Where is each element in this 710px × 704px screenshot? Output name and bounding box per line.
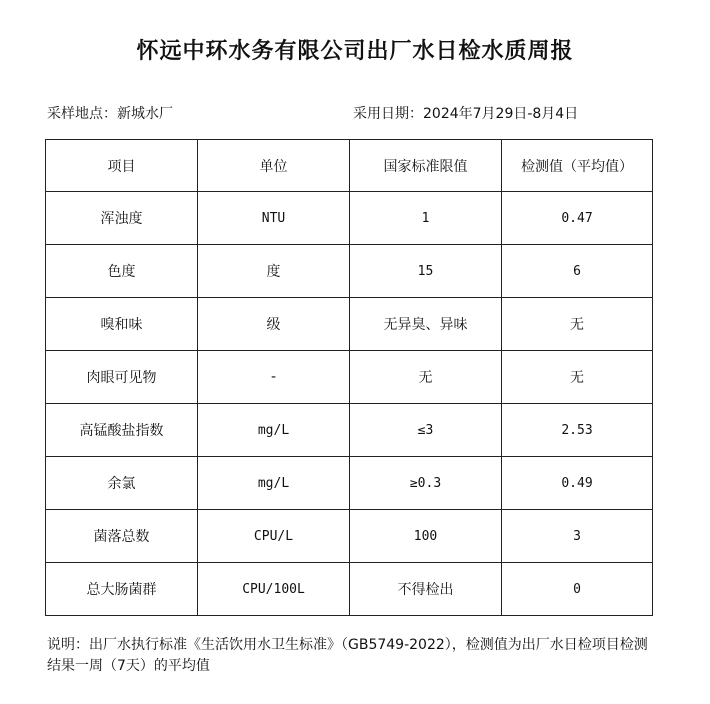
item-cell: 色度 bbox=[46, 245, 198, 298]
limit-cell: 无异臭、异味 bbox=[350, 298, 502, 351]
item-cell: 肉眼可见物 bbox=[46, 351, 198, 404]
table-row bbox=[46, 298, 653, 351]
value-cell: 无 bbox=[502, 351, 653, 404]
unit-cell: mg/L bbox=[198, 457, 350, 510]
table-row bbox=[46, 563, 653, 616]
explanation-note: 说明：出厂水执行标准《生活饮用水卫生标准》（GB5749-2022），检测值为出厂水日检项目检测结果一周（7天）的平均值 bbox=[47, 637, 648, 674]
value-cell: 2.53 bbox=[502, 404, 653, 457]
limit-cell: 100 bbox=[350, 510, 502, 563]
value-cell: 0.49 bbox=[502, 457, 653, 510]
unit-cell: CPU/100L bbox=[198, 563, 350, 616]
item-cell: 高锰酸盐指数 bbox=[46, 404, 198, 457]
item-cell: 余氯 bbox=[46, 457, 198, 510]
value-cell: 0.47 bbox=[502, 192, 653, 245]
unit-cell: CPU/L bbox=[198, 510, 350, 563]
item-cell: 嗅和味 bbox=[46, 298, 198, 351]
limit-cell: ≥0.3 bbox=[350, 457, 502, 510]
unit-cell: NTU bbox=[198, 192, 350, 245]
table-header-row bbox=[46, 140, 653, 192]
value-cell: 6 bbox=[502, 245, 653, 298]
value-cell: 3 bbox=[502, 510, 653, 563]
unit-cell: mg/L bbox=[198, 404, 350, 457]
limit-cell: 不得检出 bbox=[350, 563, 502, 616]
limit-cell: ≤3 bbox=[350, 404, 502, 457]
value-cell: 0 bbox=[502, 563, 653, 616]
table-row bbox=[46, 404, 653, 457]
table-row bbox=[46, 457, 653, 510]
item-cell: 浑浊度 bbox=[46, 192, 198, 245]
unit-cell: 度 bbox=[198, 245, 350, 298]
value-cell: 无 bbox=[502, 298, 653, 351]
unit-cell: 级 bbox=[198, 298, 350, 351]
limit-cell: 无 bbox=[350, 351, 502, 404]
item-cell: 菌落总数 bbox=[46, 510, 198, 563]
limit-cell: 15 bbox=[350, 245, 502, 298]
unit-cell: - bbox=[198, 351, 350, 404]
sampling-location: 采样地点：新城水厂 bbox=[47, 106, 173, 122]
table-row bbox=[46, 192, 653, 245]
table-row bbox=[46, 351, 653, 404]
table-row bbox=[46, 245, 653, 298]
limit-cell: 1 bbox=[350, 192, 502, 245]
header-unit: 单位 bbox=[198, 140, 350, 192]
report-title: 怀远中环水务有限公司出厂水日检水质周报 bbox=[136, 39, 574, 64]
header-measured-value: 检测值（平均值） bbox=[502, 140, 653, 192]
header-standard-limit: 国家标准限值 bbox=[350, 140, 502, 192]
water-quality-table bbox=[45, 139, 653, 616]
sampling-date: 采用日期：2024年7月29日-8月4日 bbox=[353, 106, 579, 122]
table-row bbox=[46, 510, 653, 563]
item-cell: 总大肠菌群 bbox=[46, 563, 198, 616]
header-item: 项目 bbox=[46, 140, 198, 192]
